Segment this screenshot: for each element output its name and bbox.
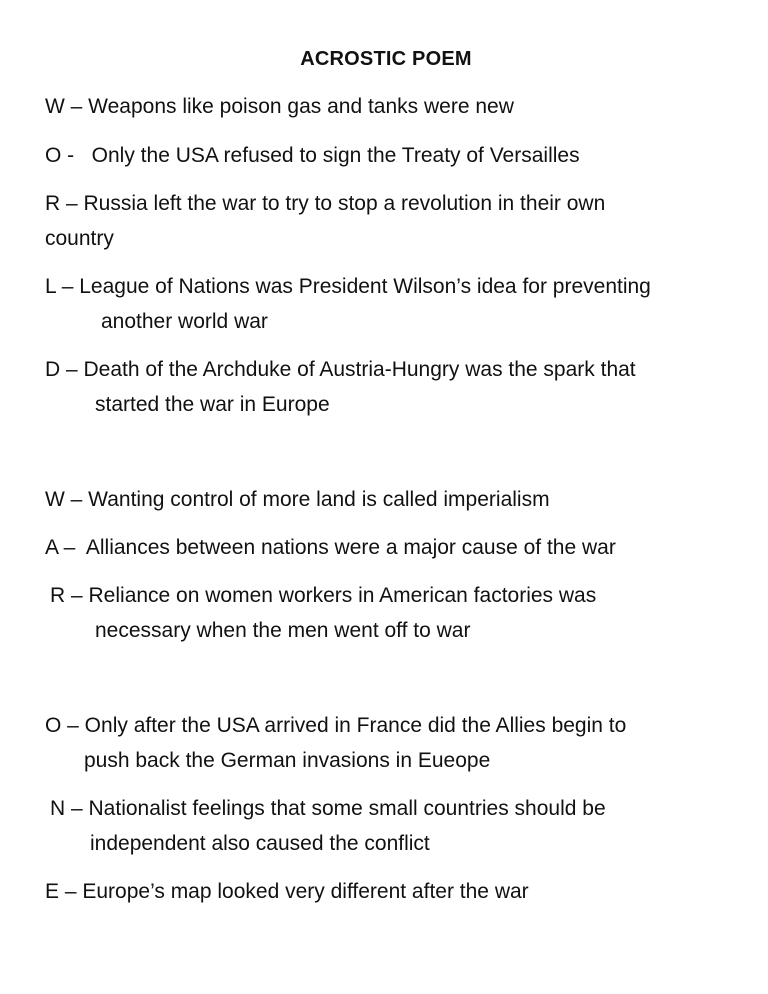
poem-line-o1: O - Only the USA refused to sign the Treaty of Versailles [45, 144, 580, 167]
poem-line-l1: L – League of Nations was President Wilson’s idea for preventing [45, 275, 651, 298]
poem-line-l1-continued: another world war [101, 310, 268, 333]
poem-title: ACROSTIC POEM [300, 48, 472, 70]
poem-line-r2: R – Reliance on women workers in American factories was [50, 584, 597, 607]
poem-line-a2: A – Alliances between nations were a major cause of the war [45, 536, 616, 559]
poem-line-d1: D – Death of the Archduke of Austria-Hungry was the spark that [45, 358, 636, 381]
poem-line-e2: E – Europe’s map looked very different after the war [45, 880, 529, 903]
poem-line-r1: R – Russia left the war to try to stop a revolution in their own [45, 192, 606, 215]
poem-line-r2-continued: necessary when the men went off to war [95, 619, 471, 642]
poem-line-n2: N – Nationalist feelings that some small countries should be [50, 797, 606, 820]
poem-line-o2-continued: push back the German invasions in Eueope [84, 749, 491, 772]
poem-line-n2-continued: independent also caused the conflict [90, 832, 430, 855]
poem-line-r1-continued: country [45, 227, 114, 250]
poem-line-d1-continued: started the war in Europe [95, 393, 330, 416]
poem-line-w2: W – Wanting control of more land is called imperialism [45, 488, 550, 511]
poem-line-w1: W – Weapons like poison gas and tanks were new [45, 95, 514, 118]
poem-line-o2: O – Only after the USA arrived in France did the Allies begin to [45, 714, 627, 737]
